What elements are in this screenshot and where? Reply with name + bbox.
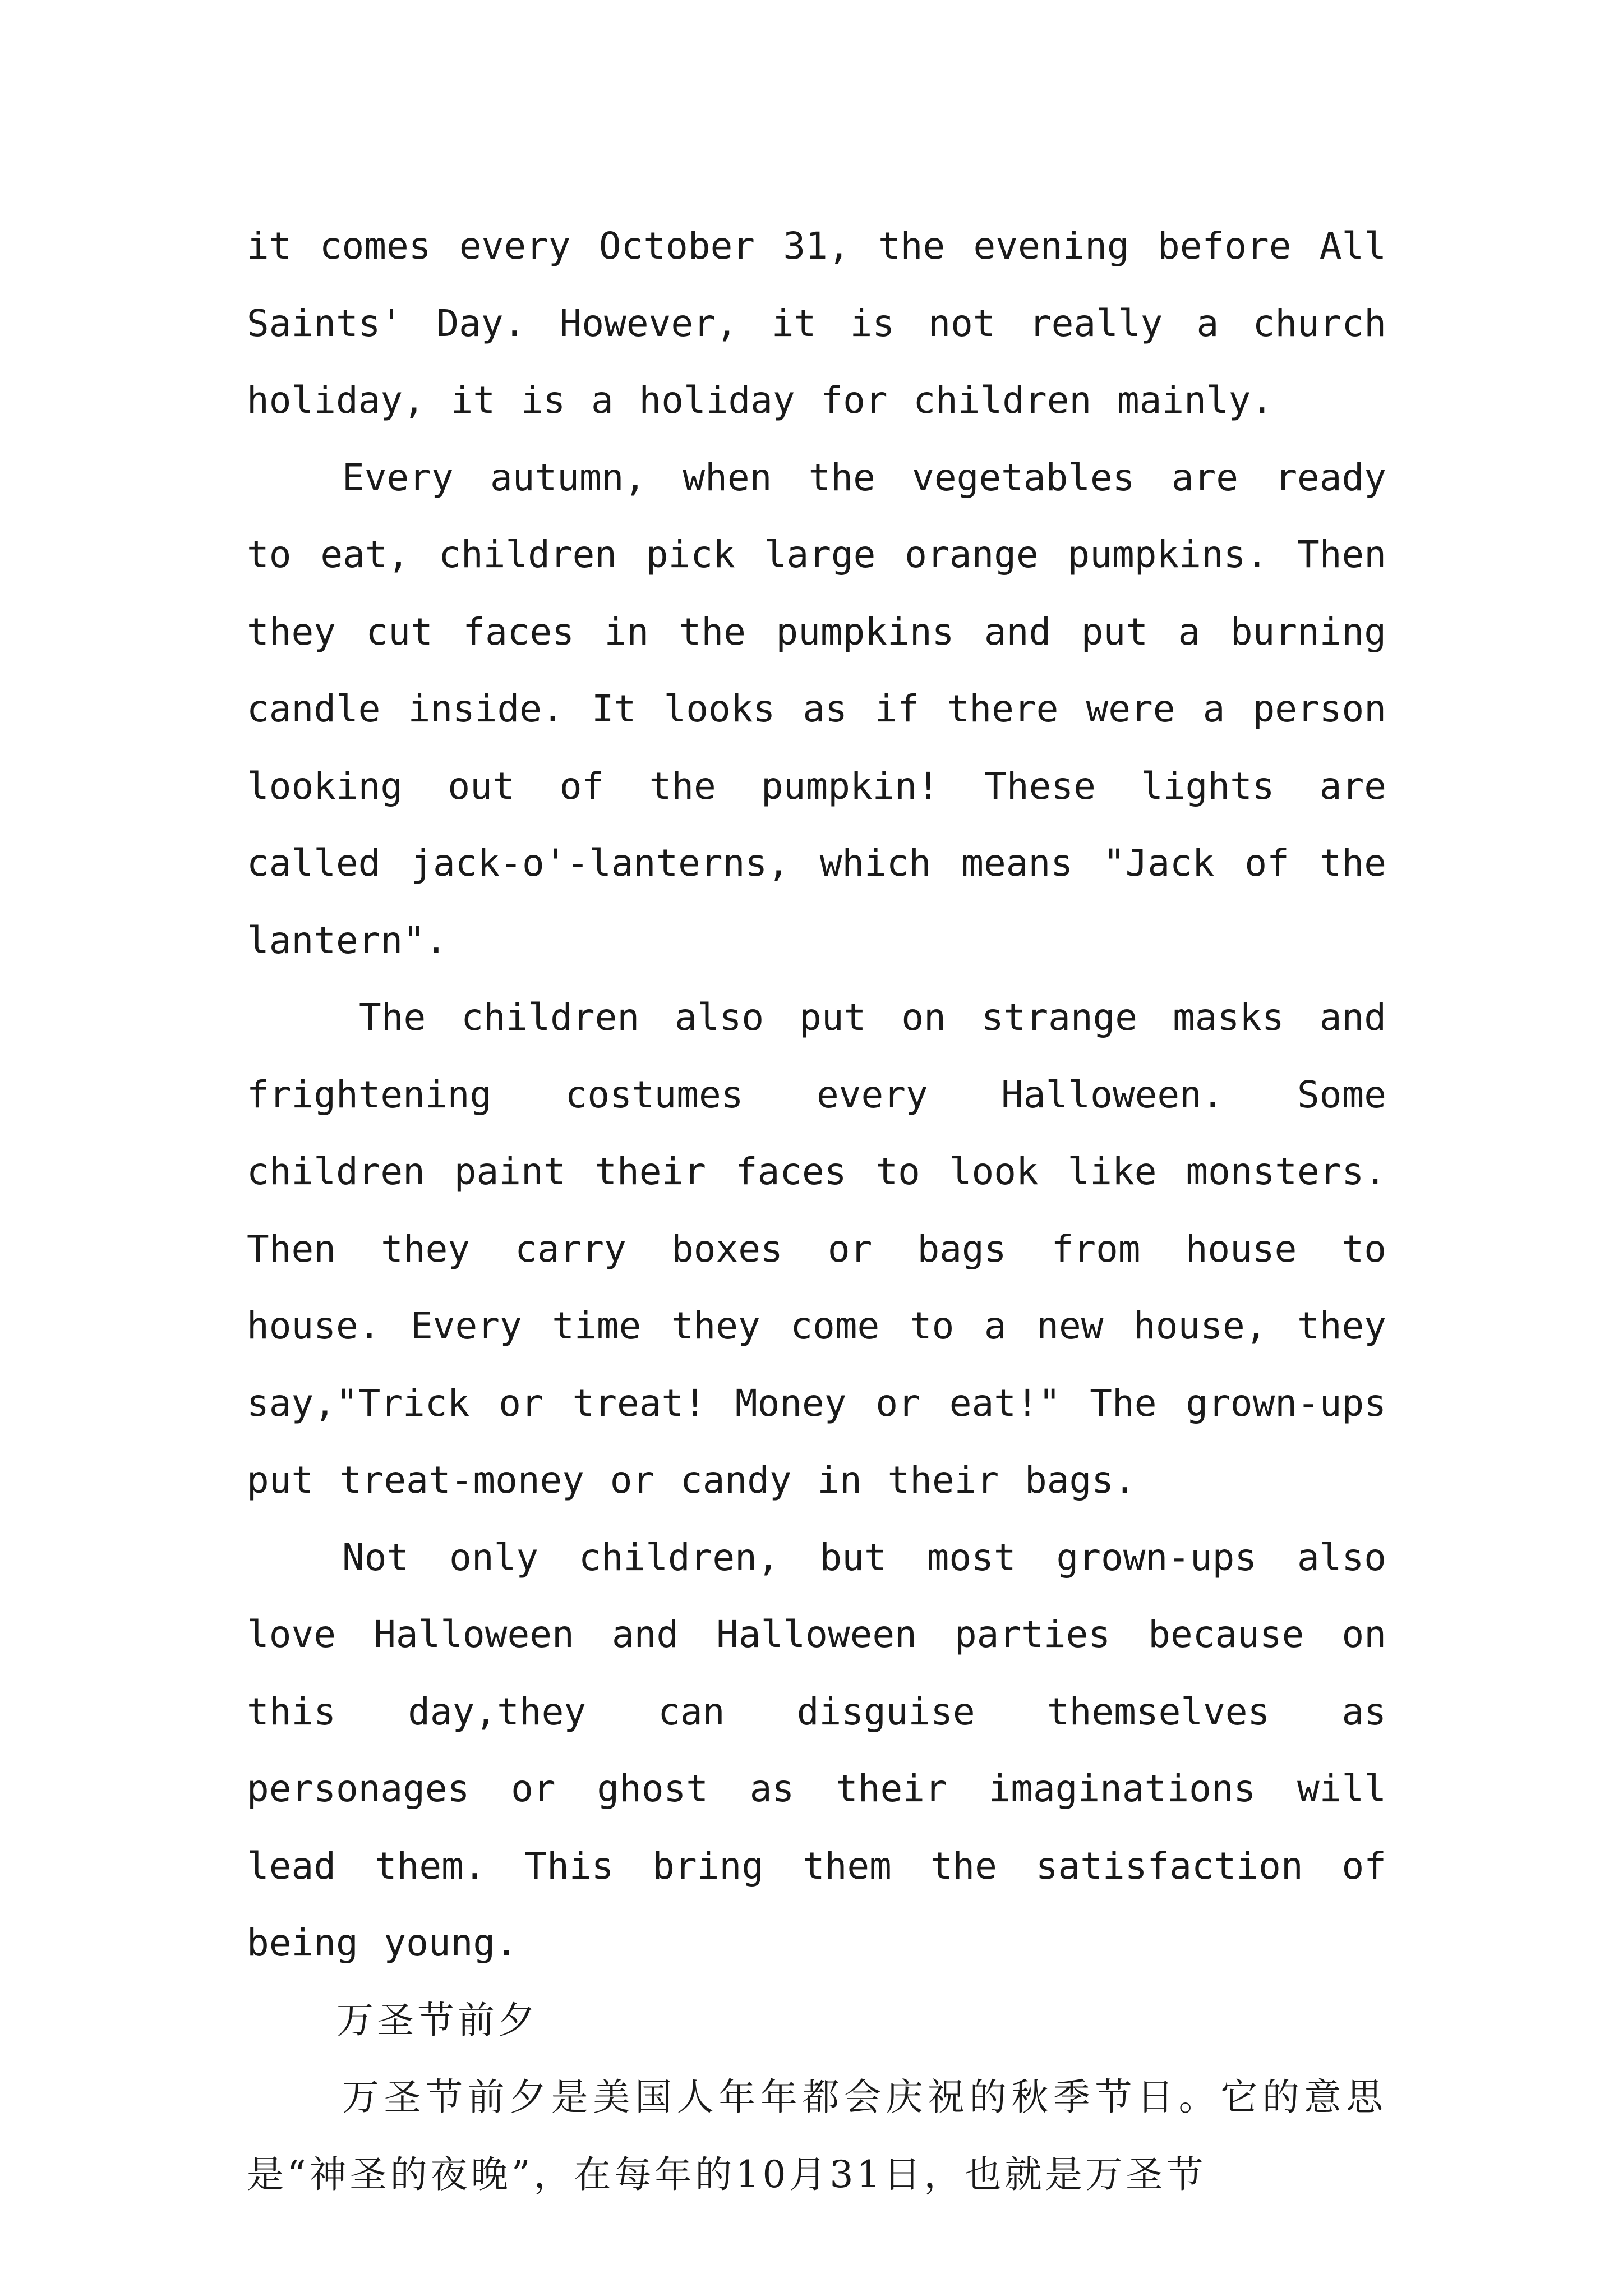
chinese-paragraph: 万圣节前夕是美国人年年都会庆祝的秋季节日。它的意思是“神圣的夜晚”，在每年的10月31日，也就是万圣节 bbox=[247, 2076, 1386, 2196]
paragraph-4: Not only children, but most grown-ups also love Halloween and Halloween parties because on this day,they can disguise themselves as personages or ghost as their imaginations will lead them. This bring them the satisfaction of being young. bbox=[247, 1535, 1386, 1964]
paragraph-1: it comes every October 31, the evening before All Saints' Day. However, it is not really a church holiday, it is a holiday for children mainly. bbox=[247, 224, 1386, 422]
paragraph-2: Every autumn, when the vegetables are ready to eat, children pick large orange pumpkins. Then they cut faces in the pumpkins and put a burning candle inside. It looks as if there were a person looking out of the pumpkin! These lights are called jack-o'-lanterns, which means "Jack of the lantern". bbox=[247, 455, 1386, 962]
document-body bbox=[247, 208, 1386, 2213]
paragraph-3: The children also put on strange masks and frightening costumes every Halloween. Some children paint their faces to look like monsters. Then they carry boxes or bags from house to house. Every time they come to a new house, they say,"Trick or treat! Money or eat!" The grown-ups put treat-money or candy in their bags. bbox=[247, 996, 1386, 1502]
chinese-heading: 万圣节前夕 bbox=[336, 1998, 538, 2042]
